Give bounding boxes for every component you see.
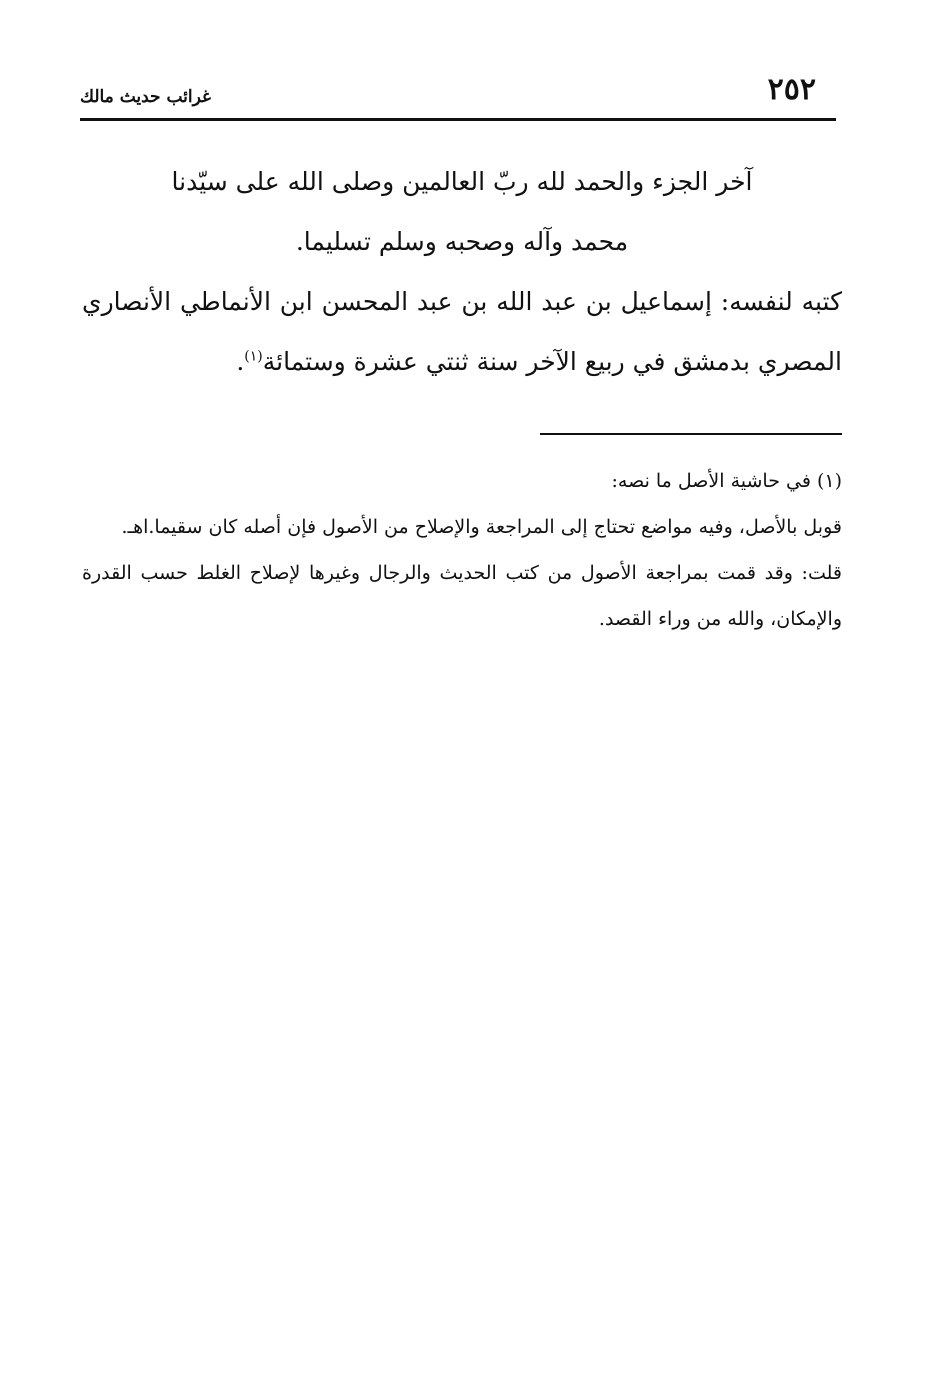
colophon-text: كتبه لنفسه: إسماعيل بن عبد الله بن عبد المحسن ابن الأنماطي الأنصاري المصري بدمشق في ربيع الآخر سنة ثنتي عشرة وستمائة	[82, 287, 842, 376]
colophon-end: .	[236, 347, 245, 376]
footnote-quote: قوبل بالأصل، وفيه مواضع تحتاج إلى المراجعة والإصلاح من الأصول فإن أصله كان سقيما.اهـ.	[121, 516, 842, 538]
footnote-rule	[540, 433, 842, 435]
page-number: ٢٥٢	[767, 72, 816, 107]
footnote-intro: (١) في حاشية الأصل ما نصه:	[611, 470, 842, 492]
closing-paragraph: آخر الجزء والحمد لله ربّ العالمين وصلى الله على سيّدنا محمد وآله وصحبه وسلم تسليما.	[171, 167, 753, 256]
footnote-reference: (١)	[244, 348, 263, 365]
footnote-comment: قلت: وقد قمت بمراجعة الأصول من كتب الحديث والرجال وغيرها لإصلاح الغلط حسب القدرة والإمكان، والله من وراء القصد.	[82, 562, 842, 630]
footnotes	[82, 458, 842, 642]
main-text	[82, 152, 842, 392]
colophon-paragraph	[82, 272, 842, 392]
running-title: غرائب حديث مالك	[80, 87, 211, 107]
header-rule	[80, 118, 836, 121]
page-header	[80, 70, 836, 114]
